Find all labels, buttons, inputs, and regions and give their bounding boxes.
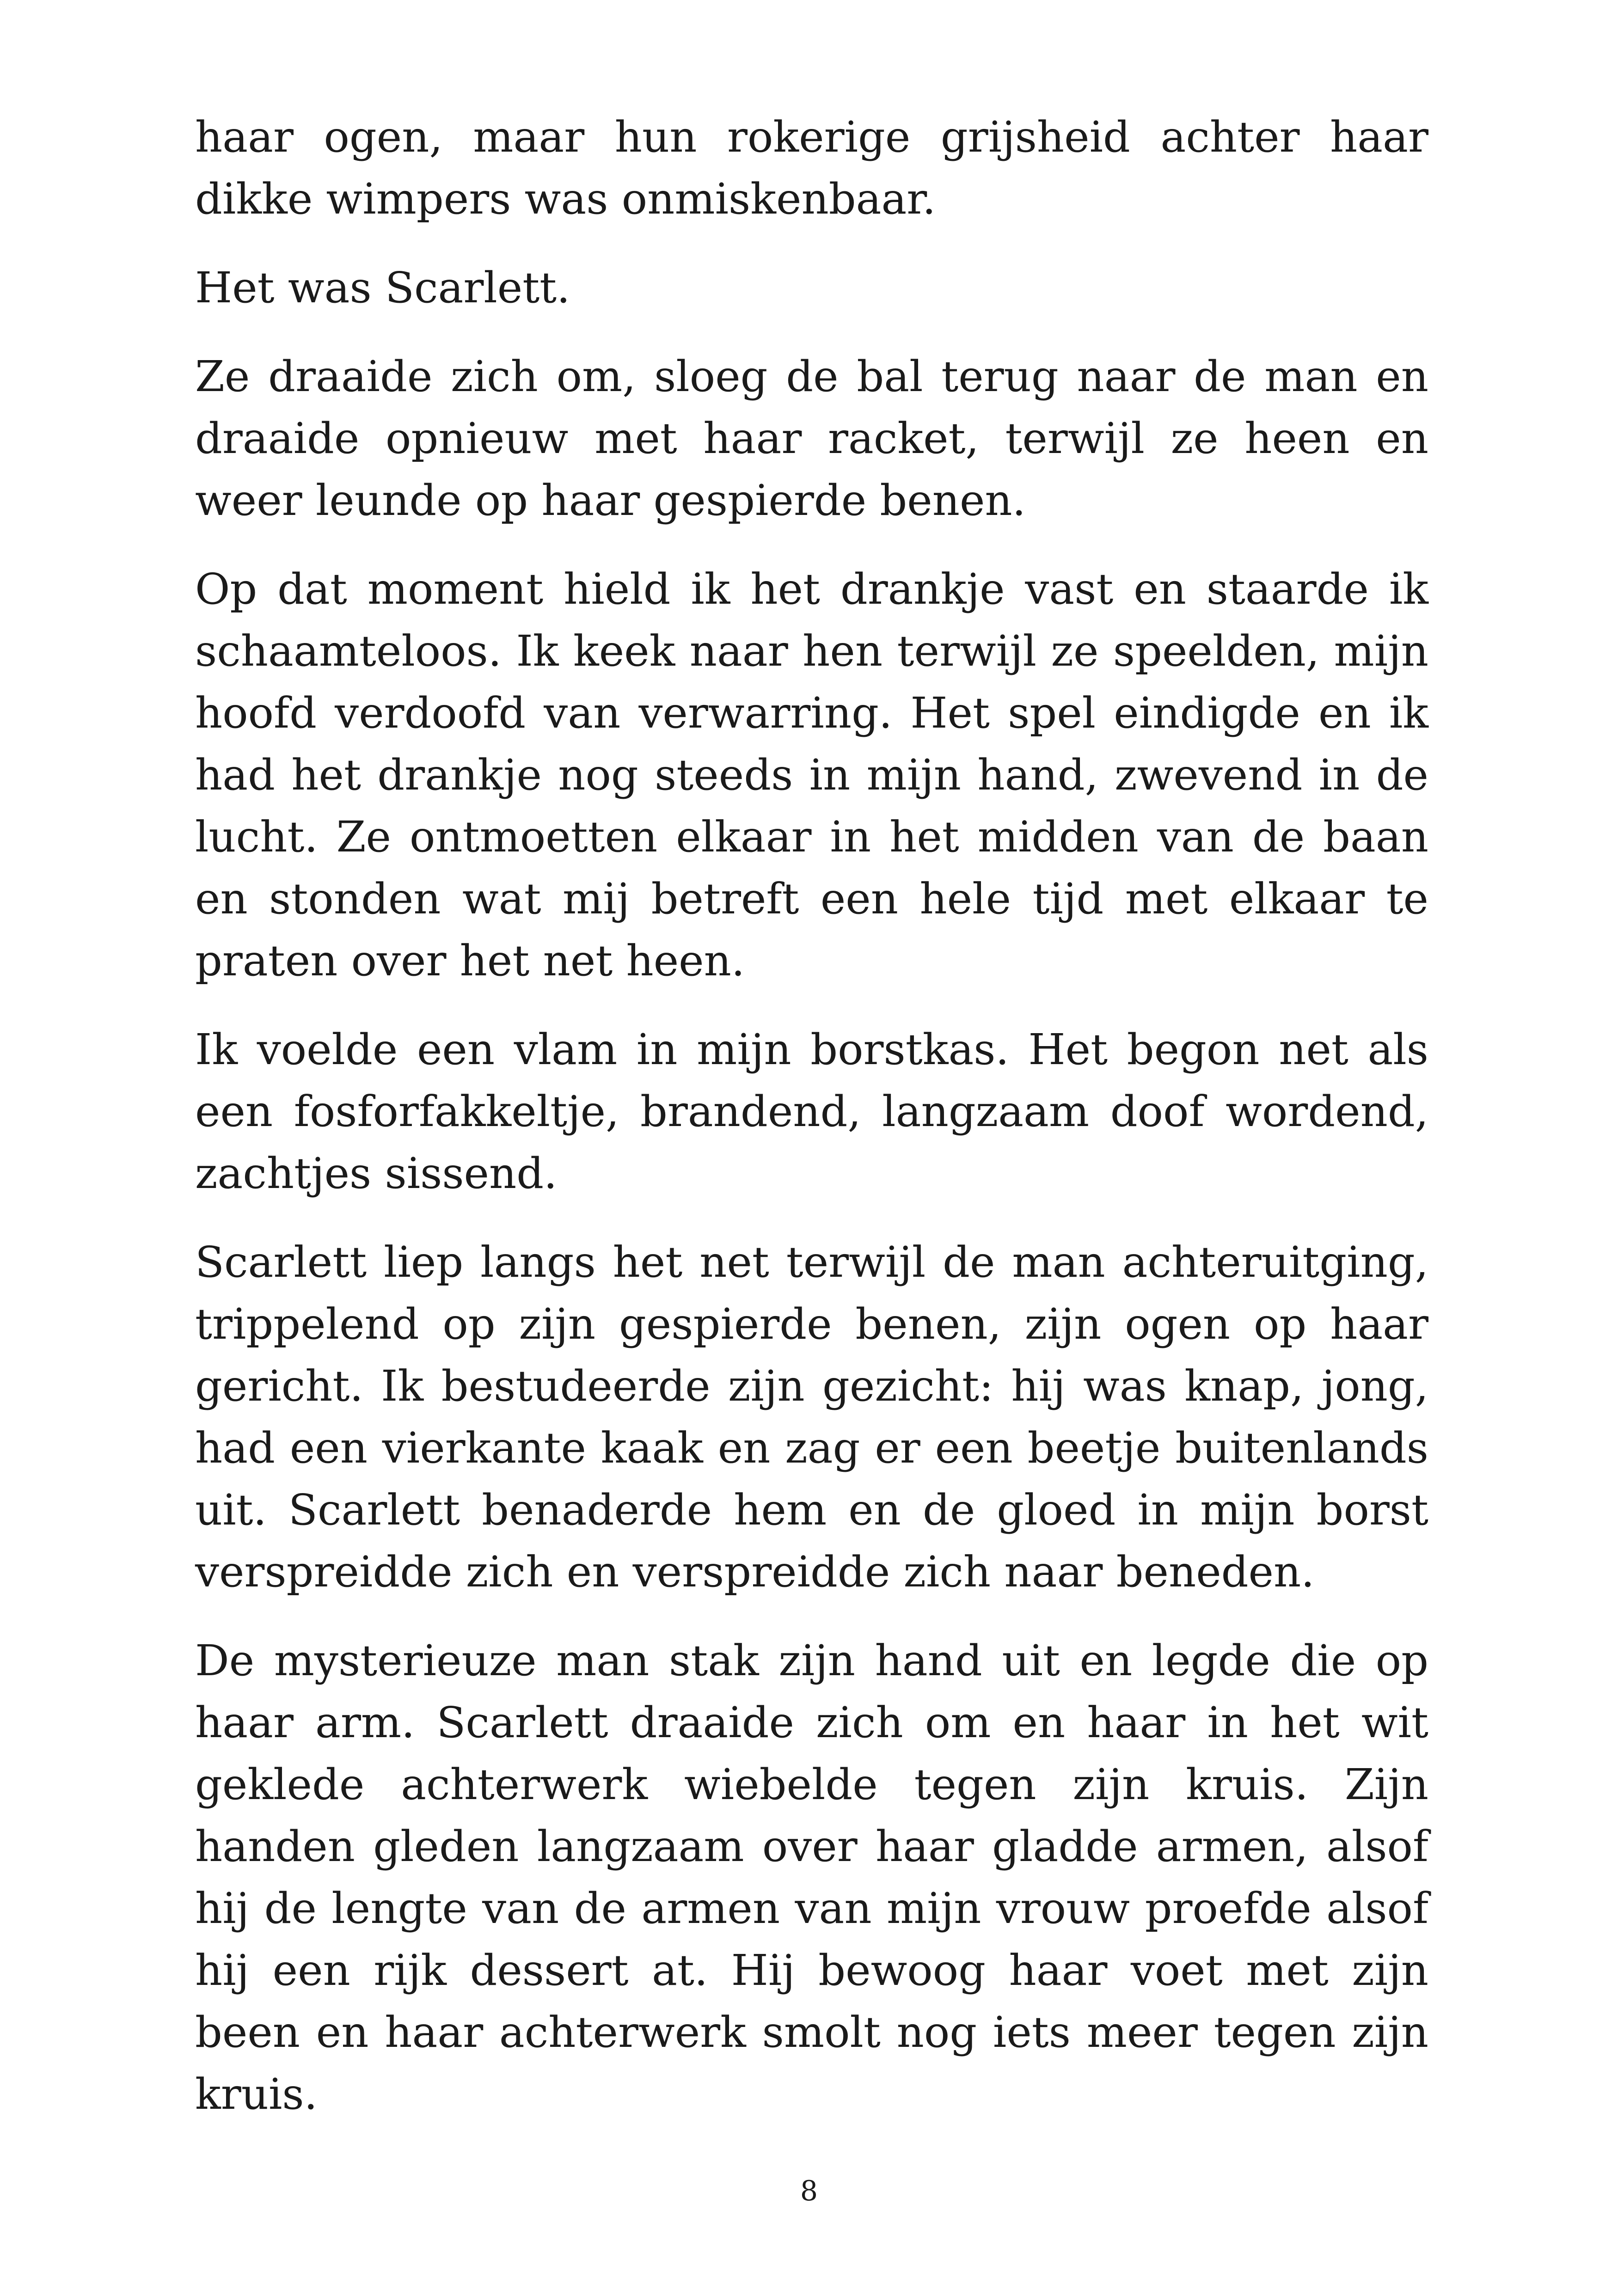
paragraph-2: Het was Scarlett.	[195, 263, 570, 312]
paragraph-1: haar ogen, maar hun rokerige grijsheid achter haar dikke wimpers was onmiskenbaar.	[195, 112, 1428, 224]
paragraph-6: Scarlett liep langs het net terwijl de man achteruitging, trippelend op zijn gespierde benen, zijn ogen op haar gericht. Ik bestudeerde zijn gezicht: hij was knap, jong, had een vierkante kaak en zag er een beetje buitenlands uit. Scarlett benaderde hem en de gloed in mijn borst verspreidde zich en verspreidde zich naar beneden.	[195, 1237, 1428, 1597]
body-text	[195, 106, 1428, 2152]
paragraph-3: Ze draaide zich om, sloeg de bal terug naar de man en draaide opnieuw met haar racket, terwijl ze heen en weer leunde op haar gespierde benen.	[195, 352, 1428, 525]
paragraph-5: Ik voelde een vlam in mijn borstkas. Het begon net als een fosforfakkeltje, brandend, langzaam doof wordend, zachtjes sissend.	[195, 1025, 1428, 1198]
page-number: 8	[800, 2175, 818, 2207]
paragraph-7: De mysterieuze man stak zijn hand uit en legde die op haar arm. Scarlett draaide zich om en haar in het wit geklede achterwerk wiebelde tegen zijn kruis. Zijn handen gleden langzaam over haar gladde armen, alsof hij de lengte van de armen van mijn vrouw proefde alsof hij een rijk dessert at. Hij bewoog haar voet met zijn been en haar achterwerk smolt nog iets meer tegen zijn kruis.	[195, 1636, 1428, 2119]
paragraph-4: Op dat moment hield ik het drankje vast en staarde ik schaamteloos. Ik keek naar hen terwijl ze speelden, mijn hoofd verdoofd van verwarring. Het spel eindigde en ik had het drankje nog steeds in mijn hand, zwevend in de lucht. Ze ontmoetten elkaar in het midden van de baan en stonden wat mij betreft een hele tijd met elkaar te praten over het net heen.	[195, 564, 1428, 986]
